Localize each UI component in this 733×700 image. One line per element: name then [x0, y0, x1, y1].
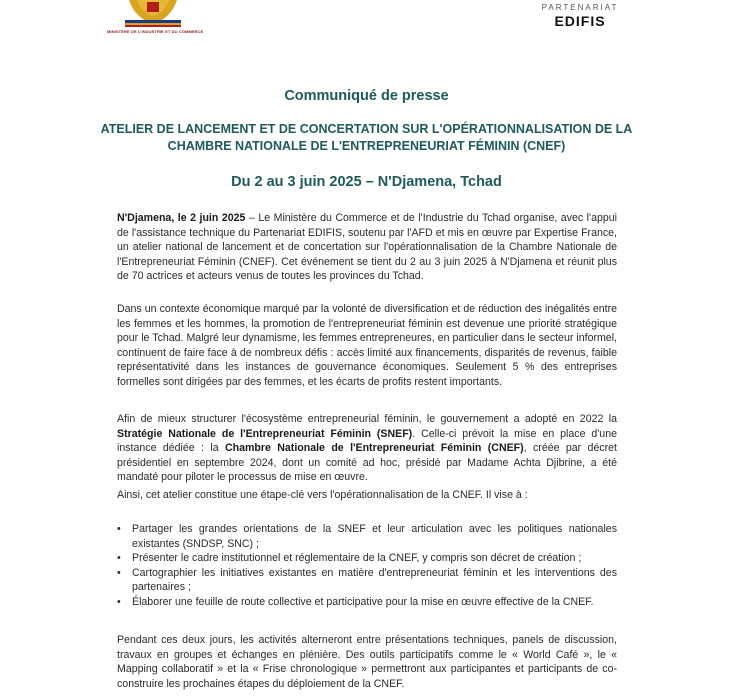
paragraph-objectives-intro: Ainsi, cet atelier constitue une étape-clé vers l'opérationnalisation de la CNEF. Il vise à : — [117, 489, 528, 501]
intro-lead: N'Djamena, le 2 juin 2025 — [117, 212, 246, 224]
list-item — [117, 595, 617, 610]
coat-of-arms-icon — [121, 0, 185, 28]
strategy-text-e: , créée par décret présidentiel en septembre 2024, dont un comité ad hoc, présidé par Madame Achta Djibrine, a été mandaté pour piloter le processus de mise en œuvre. — [117, 442, 618, 484]
strategy-snef: Stratégie Nationale de l'Entrepreneuriat Féminin (SNEF) — [117, 427, 413, 440]
date-heading: Du 2 au 3 juin 2025 – N'Djamena, Tchad — [231, 174, 502, 190]
list-item — [117, 522, 617, 551]
objectives-list — [117, 522, 617, 610]
list-item-text: Présenter le cadre institutionnel et réglementaire de la CNEF, y compris son décret de création ; — [132, 552, 582, 565]
edifis-logo — [540, 0, 620, 32]
partner-sub-label: PARTENARIAT — [541, 3, 619, 12]
list-item-text: Partager les grandes orientations de la SNEF et leur articulation avec les politiques nationales existantes (SNDSP, SNC) ; — [132, 523, 617, 550]
bullet-icon: • — [117, 552, 121, 565]
communique-heading: Communiqué de presse — [284, 88, 449, 104]
paragraph-intro — [117, 211, 617, 284]
paragraph-context: Dans un contexte économique marqué par la volonté de diversification et de réduction des inégalités entre les femmes et les hommes, la promotion de l'entrepreneuriat féminin est devenue une priorité stratégique pour le Tchad. Malgré leur dynamisme, les femmes entrepreneures, en particulier dans le secteur informel, continuent de faire face à de nombreux défis : accès limité aux financements, disparités de revenus, faible représentativité dans les instances de gouvernance économiques. Seulement 5 % des entreprises formelles sont dirigées par des femmes, et les écarts de profits restent importants. — [117, 303, 617, 388]
list-item — [117, 566, 617, 595]
strategy-cnef: Chambre Nationale de l'Entrepreneuriat Féminin (CNEF) — [224, 442, 524, 455]
ministry-logo — [107, 0, 203, 40]
bullet-icon: • — [117, 595, 121, 608]
paragraph-activities: Pendant ces deux jours, les activités alterneront entre présentations techniques, panels de discussion, travaux en groupes et échanges en plénière. Des outils participatifs comme le « World Café », le « Mapping collaboratif » et la « Frise chronologique » permettront aux participantes et participants de co-construire les prochaines étapes du déploiement de la CNEF. — [117, 634, 617, 690]
bullet-icon: • — [117, 566, 121, 579]
bullet-icon: • — [117, 523, 121, 535]
ministry-label: MINISTÈRE DE L'INDUSTRIE ET DU COMMERCE — [107, 29, 204, 34]
strategy-text-a: Afin de mieux structurer l'écosystème entrepreneurial féminin, le gouvernement a adopté en 2022 la — [117, 413, 617, 425]
strategy-text-c: . Celle-ci prévoit la mise en place d'une instance dédiée : la — [117, 427, 617, 455]
title-line-2: CHAMBRE NATIONALE DE L'ENTREPRENEURIAT FÉMININ (CNEF) — [167, 139, 566, 153]
list-item-text: Élaborer une feuille de route collective et participative pour la mise en œuvre effective de la CNEF. — [132, 595, 594, 608]
title-line-1: ATELIER DE LANCEMENT ET DE CONCERTATION SUR L'OPÉRATIONNALISATION DE LA — [100, 122, 633, 136]
intro-text: – Le Ministère du Commerce et de l'Industrie du Tchad organise, avec l'appui de l'assistance technique du Partenariat EDIFIS, soutenu par l'AFD et mis en œuvre par Expertise France, un atelier national de lancement et de concertation sur l'opérationnalisation de la Chambre Nationale de l'Entrepreneuriat Féminin (CNEF). Cet événement se tient du 2 au 3 juin 2025 à N'Djamena et réunit plus de 70 actrices et acteurs venus de toutes les provinces du Tchad. — [117, 212, 617, 283]
partner-main-label: EDIFIS — [554, 13, 606, 29]
list-item — [117, 551, 617, 566]
paragraph-strategy — [117, 412, 617, 485]
page-title — [0, 121, 733, 155]
list-item-text: Cartographier les initiatives existantes en matière d'entrepreneuriat féminin et les interventions des partenaires ; — [132, 566, 617, 594]
